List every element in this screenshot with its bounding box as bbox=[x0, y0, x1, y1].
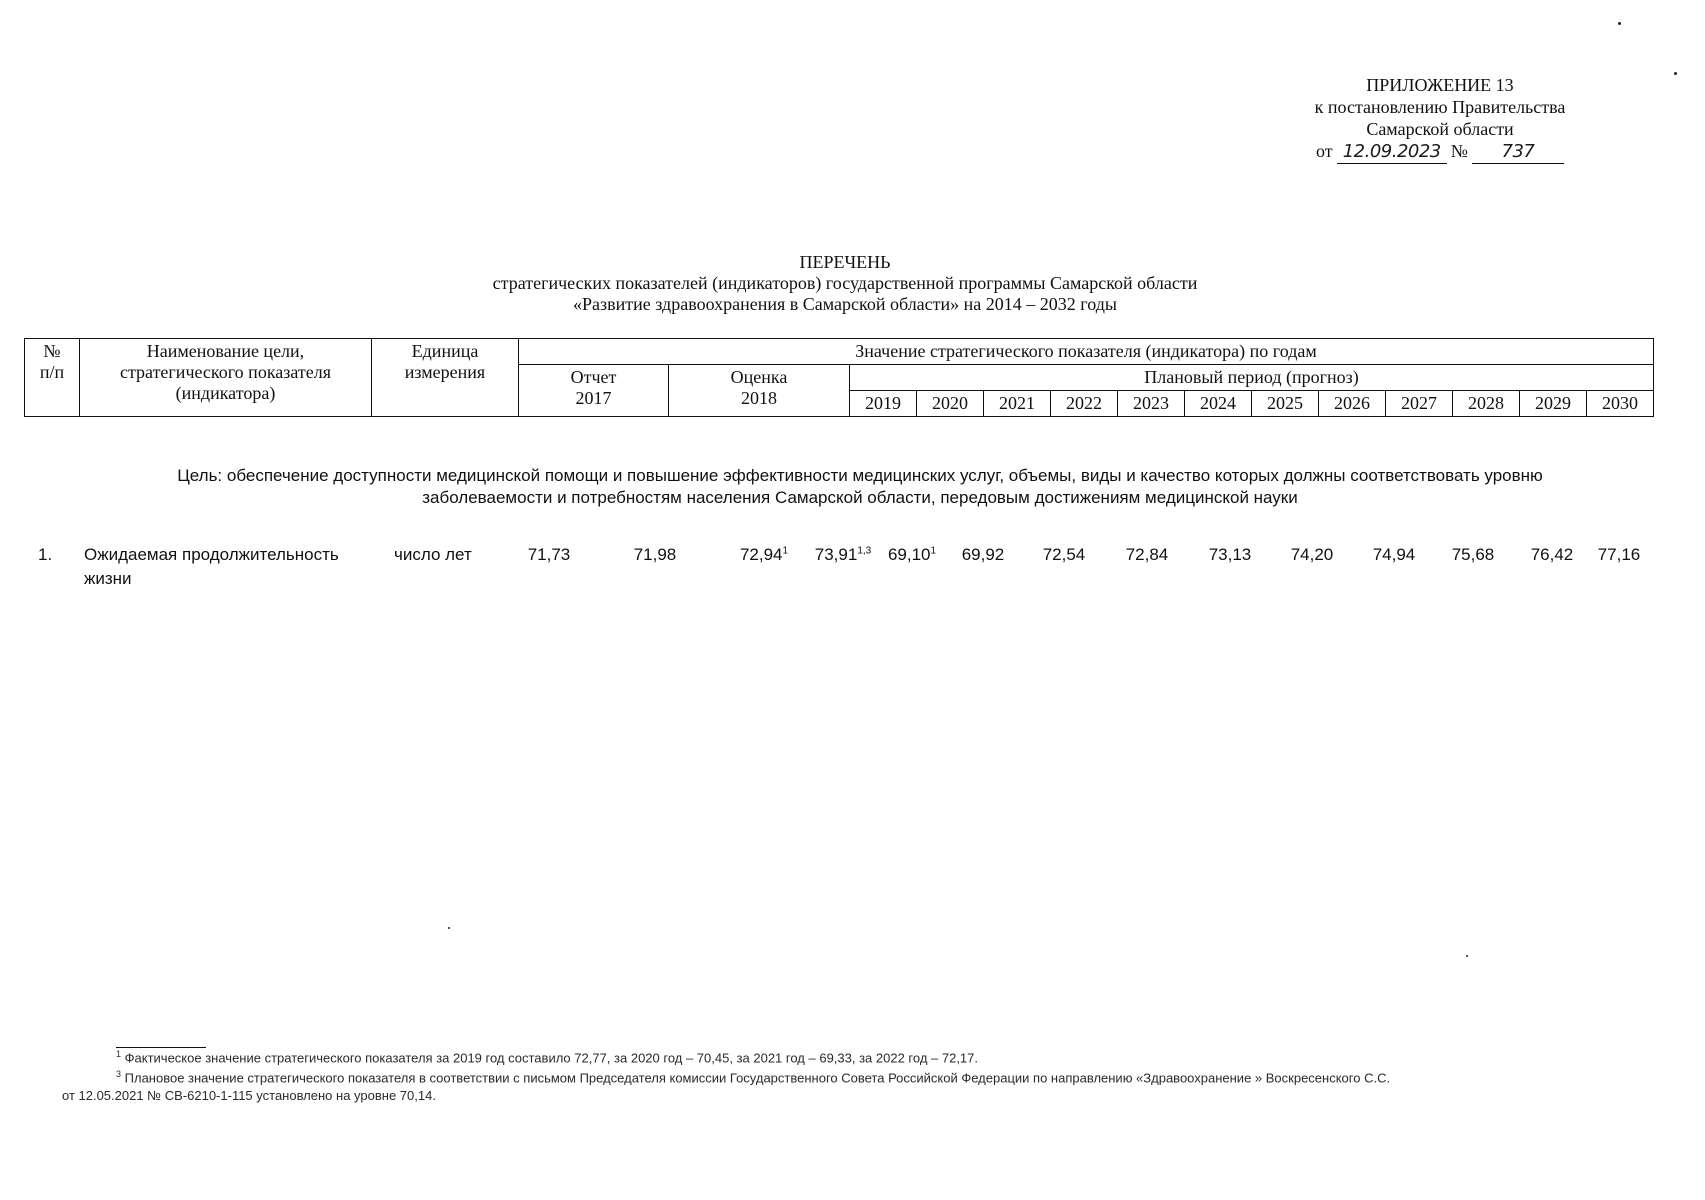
row-value-cell bbox=[1512, 543, 1592, 567]
annex-line-1: к постановлению Правительства bbox=[1314, 97, 1566, 117]
header-report-label: Отчет bbox=[570, 367, 617, 387]
row-number: 1. bbox=[38, 545, 53, 564]
header-year: 2021 bbox=[984, 391, 1051, 417]
annex-date-prefix: от bbox=[1316, 141, 1333, 161]
header-year: 2023 bbox=[1118, 391, 1185, 417]
row-value: 71,98 bbox=[633, 545, 677, 564]
row-value-cell bbox=[1024, 543, 1104, 567]
row-value-note: 1,3 bbox=[857, 545, 872, 557]
header-year: 2027 bbox=[1386, 391, 1453, 417]
row-value: 71,73 bbox=[527, 545, 571, 564]
row-value: 72,84 bbox=[1125, 545, 1169, 564]
scan-speck bbox=[1674, 72, 1677, 75]
header-values-group: Значение стратегического показателя (индикатора) по годам bbox=[519, 339, 1654, 365]
header-number bbox=[25, 339, 80, 417]
header-year: 2028 bbox=[1453, 391, 1520, 417]
header-name-line-1: Наименование цели, bbox=[146, 341, 305, 361]
header-year: 2024 bbox=[1185, 391, 1252, 417]
footnote-3-text-2: от 12.05.2021 № СВ-6210-1-115 установлено на уровне 70,14. bbox=[62, 1087, 436, 1103]
indicators-table-header bbox=[24, 338, 1654, 417]
header-year: 2022 bbox=[1051, 391, 1118, 417]
annex-title: ПРИЛОЖЕНИЕ 13 bbox=[1366, 75, 1514, 95]
row-value-cell bbox=[872, 543, 952, 567]
row-value-cell bbox=[1272, 543, 1352, 567]
header-number-line-2: п/п bbox=[39, 362, 65, 382]
row-value: 75,68 bbox=[1451, 545, 1495, 564]
header-year: 2026 bbox=[1319, 391, 1386, 417]
row-value-cell bbox=[1584, 543, 1654, 567]
row-value: 72,54 bbox=[1042, 545, 1086, 564]
header-number-line-1: № bbox=[43, 341, 61, 361]
header-estimate-label: Оценка bbox=[730, 367, 788, 387]
row-value-cell bbox=[1107, 543, 1187, 567]
header-year: 2020 bbox=[917, 391, 984, 417]
footnote-1-mark: 1 bbox=[116, 1049, 122, 1059]
row-value: 72,94 bbox=[739, 545, 783, 564]
footnote-1-text: Фактическое значение стратегического показателя за 2019 год составило 72,77, за 2020 год – 70,45, за 2021 год – 69,33, за 2022 год – 72,17. bbox=[124, 1050, 979, 1066]
header-report-year: 2017 bbox=[575, 388, 612, 408]
annex-number-handwritten: 737 bbox=[1472, 141, 1564, 164]
header-plan-group: Плановый период (прогноз) bbox=[850, 365, 1654, 391]
footnote-1 bbox=[62, 1046, 1632, 1066]
row-value-cell bbox=[943, 543, 1023, 567]
goal-line-1: Цель: обеспечение доступности медицинской помощи и повышение эффективности медицинских услуг, объемы, виды и качество которых должны соответствовать уровню bbox=[177, 466, 1543, 485]
header-unit bbox=[372, 339, 519, 417]
annex-date-handwritten: 12.09.2023 bbox=[1337, 141, 1447, 164]
header-year: 2029 bbox=[1520, 391, 1587, 417]
row-value-note: 1 bbox=[782, 545, 789, 557]
header-unit-line-1: Единица bbox=[411, 341, 479, 361]
row-value-cell bbox=[724, 543, 804, 567]
annex-date-row bbox=[1270, 140, 1610, 164]
document-title bbox=[0, 252, 1690, 315]
scan-speck bbox=[1466, 955, 1468, 957]
row-value-cell bbox=[1433, 543, 1513, 567]
document-subtitle-1: стратегических показателей (индикаторов) государственной программы Самарской области bbox=[492, 273, 1198, 293]
header-year: 2030 bbox=[1587, 391, 1654, 417]
row-value: 69,10 bbox=[887, 545, 931, 564]
annex-block bbox=[1270, 74, 1610, 164]
footnote-3-mark: 3 bbox=[116, 1069, 122, 1080]
row-value: 74,94 bbox=[1372, 545, 1416, 564]
scan-speck bbox=[448, 927, 450, 929]
row-value: 73,13 bbox=[1208, 545, 1252, 564]
row-value-note: 1 bbox=[930, 545, 937, 557]
document-heading: ПЕРЕЧЕНЬ bbox=[799, 252, 891, 272]
row-value: 76,42 bbox=[1530, 545, 1574, 564]
footnote-3-continued bbox=[62, 1087, 1632, 1104]
row-indicator-name: Ожидаемая продолжительность жизни bbox=[84, 545, 339, 588]
header-year: 2025 bbox=[1252, 391, 1319, 417]
row-value-cell bbox=[620, 543, 690, 567]
annex-number-prefix: № bbox=[1450, 141, 1468, 161]
header-name-line-2: стратегического показателя bbox=[119, 362, 332, 382]
header-name-line-3: (индикатора) bbox=[175, 383, 276, 403]
row-value: 73,91 bbox=[814, 545, 858, 564]
goal-line-2: заболеваемости и потребностям населения Самарской области, передовым достижениям медицинской науки bbox=[422, 488, 1298, 507]
row-unit: число лет bbox=[394, 545, 472, 564]
row-value: 77,16 bbox=[1597, 545, 1641, 564]
header-name bbox=[80, 339, 372, 417]
footnote-3-text-1: Плановое значение стратегического показателя в соответствии с письмом Председателя комиссии Государственного Совета Российской Федерации по направлению «Здравоохранение » Воскресенского С.С. bbox=[124, 1070, 1391, 1086]
row-value: 69,92 bbox=[961, 545, 1005, 564]
header-estimate-2018 bbox=[668, 365, 849, 417]
scan-speck bbox=[1618, 22, 1621, 25]
footnotes bbox=[62, 1046, 1632, 1104]
row-value-cell bbox=[514, 543, 584, 567]
row-value-cell bbox=[1190, 543, 1270, 567]
header-estimate-year: 2018 bbox=[740, 388, 777, 408]
annex-line-2: Самарской области bbox=[1366, 119, 1514, 139]
row-value-cell bbox=[1354, 543, 1434, 567]
row-value: 74,20 bbox=[1290, 545, 1334, 564]
document-subtitle-2: «Развитие здравоохранения в Самарской области» на 2014 – 2032 годы bbox=[573, 294, 1117, 314]
header-year: 2019 bbox=[850, 391, 917, 417]
goal-statement bbox=[80, 465, 1640, 509]
header-unit-line-2: измерения bbox=[404, 362, 486, 382]
header-report-2017 bbox=[519, 365, 669, 417]
footnote-3 bbox=[62, 1066, 1632, 1086]
